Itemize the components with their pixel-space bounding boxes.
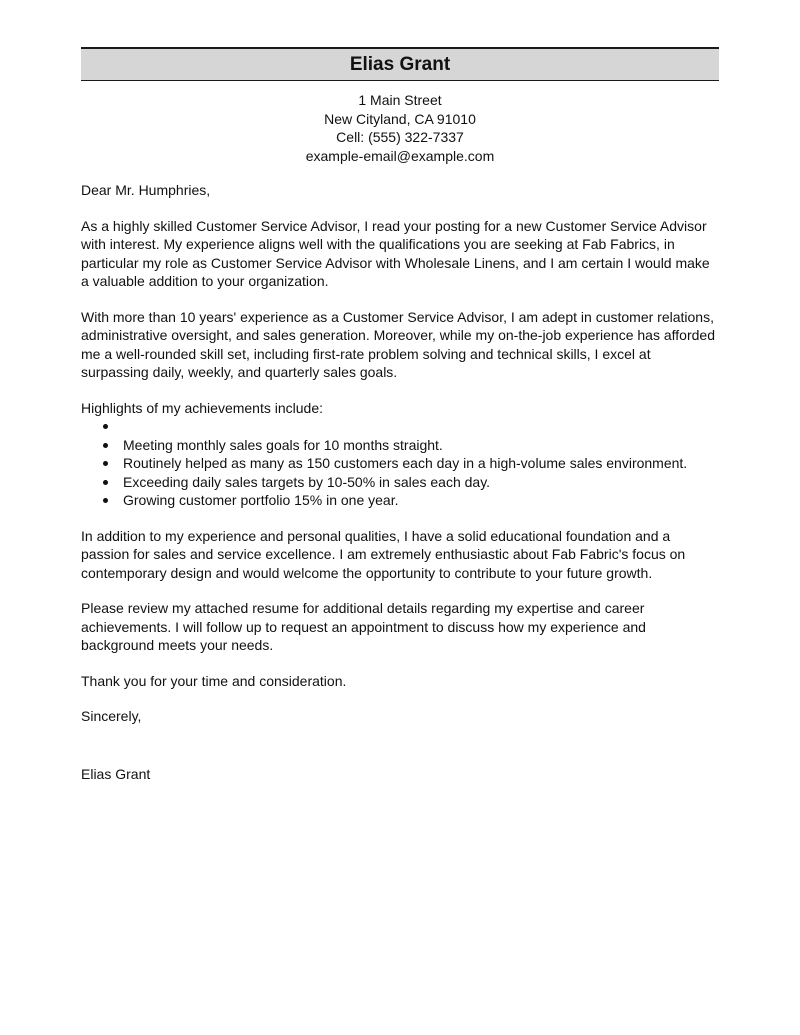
body-paragraph-2: With more than 10 years' experience as a Customer Service Advisor, I am adept in customer relations, administrative oversight, and sales generation. Moreover, while my on-the-job experience has afforded me a well-rounded skill set, including first-rate problem solving and technical skills, I excel at surpassing daily, weekly, and quarterly sales goals. [81,308,715,380]
achievement-item [81,454,719,473]
achievement-item [81,436,719,455]
achievement-item [81,491,719,510]
closing-paragraph-1: In addition to my experience and personal qualities, I have a solid educational foundation and a passion for sales and service excellence. I am extremely enthusiastic about Fab Fabric's focus on contemporary design and would welcome the opportunity to contribute to your future growth. [81,527,686,581]
contact-phone: Cell: (555) 322-7337 [336,129,464,145]
achievement-text: Exceeding daily sales targets by 10-50% in sales each day. [123,473,491,490]
contact-street: 1 Main Street [358,92,442,108]
body-paragraph-1: As a highly skilled Customer Service Advisor, I read your posting for a new Customer Service Advisor with interest. My experience aligns well with the qualifications you are seeking at Fab Fabrics, in particular my role as Customer Service Advisor with Wholesale Linens, and I am certain I would make a valuable addition to your organization. [81,217,710,289]
bullet-icon [103,498,108,503]
highlights-intro: Highlights of my achievements include: [81,399,324,416]
bullet-icon [103,461,108,466]
achievement-text: Routinely helped as many as 150 customers each day in a high-volume sales environment. [123,455,688,471]
contact-email: example-email@example.com [305,147,495,164]
achievement-text: Growing customer portfolio 15% in one year. [123,492,399,508]
contact-block [81,91,719,165]
salutation: Dear Mr. Humphries, [81,182,211,198]
cover-letter-page [81,47,719,783]
closing-paragraph-3: Thank you for your time and consideration. [81,672,347,689]
bullet-icon [103,443,108,448]
contact-city: New Cityland, CA 91010 [324,110,476,127]
sign-off: Sincerely, [81,708,142,724]
bullet-icon [103,480,108,485]
name-header-bar [81,47,719,81]
bullet-icon [103,424,108,429]
applicant-name: Elias Grant [349,53,451,75]
achievement-item [81,473,719,492]
signature-name: Elias Grant [81,765,151,782]
achievement-text: Meeting monthly sales goals for 10 months straight. [123,436,443,453]
closing-paragraph-2: Please review my attached resume for additional details regarding my expertise and career achievements. I will follow up to request an appointment to discuss how my experience and background meets your needs. [81,600,646,653]
achievements-list [81,417,719,510]
achievement-item [81,417,719,436]
